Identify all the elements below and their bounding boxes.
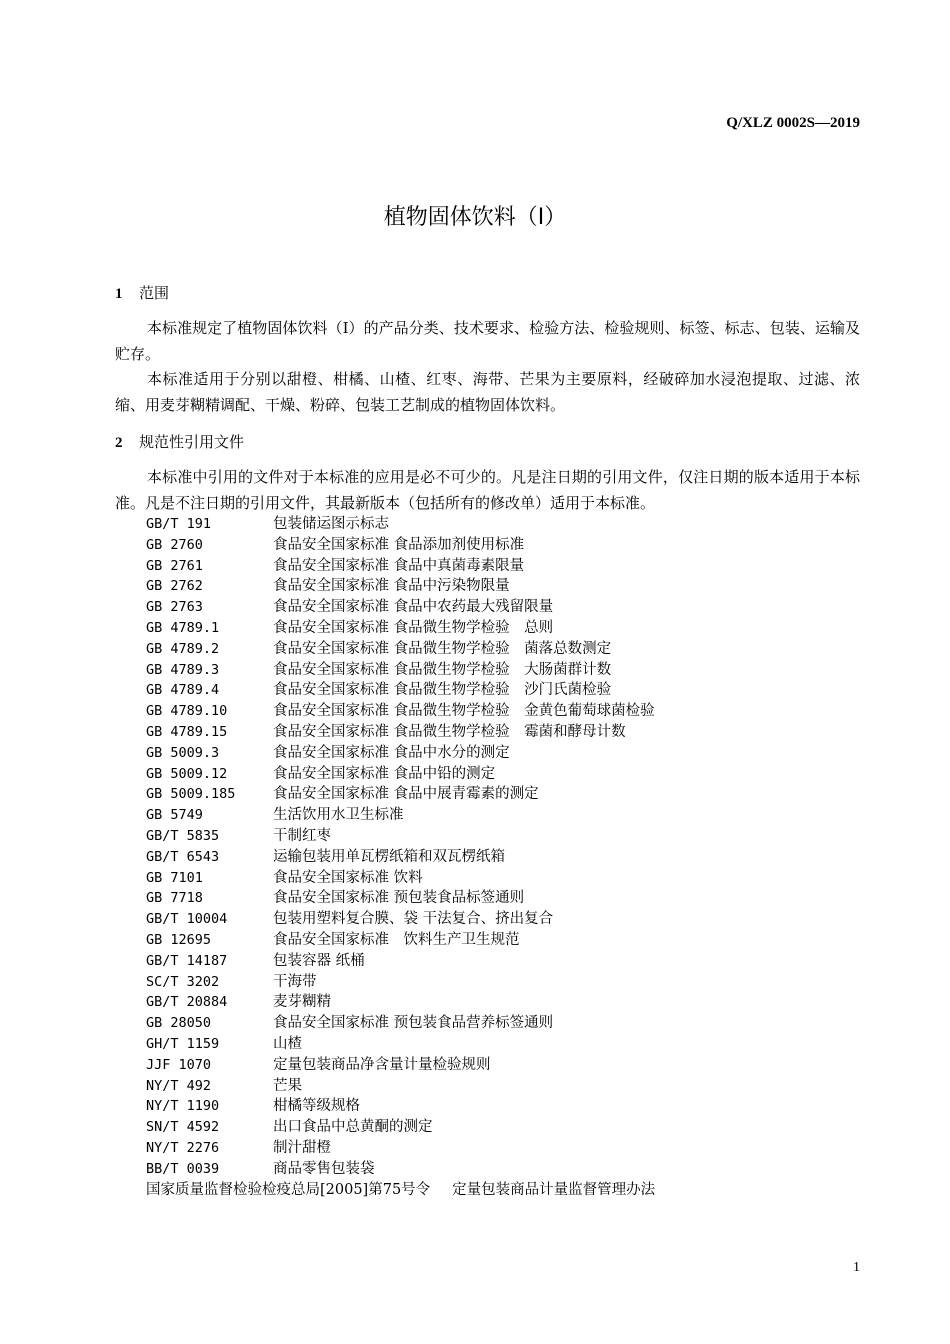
reference-code: GB 28050 [146,1015,212,1032]
standard-code: Q/XLZ 0002S—2019 [726,115,860,131]
reference-code: GB/T 5835 [146,827,220,844]
reference-title: 食品安全国家标准 食品微生物学检验 菌落总数测定 [273,640,612,657]
reference-code: GB 7718 [146,890,203,907]
reference-title: 干海带 [273,973,317,990]
reference-code: GB/T 6543 [146,848,220,865]
reference-code: GB 5009.185 [146,786,236,803]
reference-row [146,597,655,618]
reference-code: SN/T 4592 [146,1119,220,1136]
reference-row [146,992,655,1013]
reference-row [146,701,655,722]
reference-row [146,556,655,577]
reference-row [146,743,655,764]
reference-row [146,868,655,889]
reference-title: 食品安全国家标准 食品中农药最大残留限量 [273,599,554,616]
reference-code: GB 4789.2 [146,640,220,657]
reference-code: GB/T 10004 [146,911,228,928]
reference-code: GB/T 14187 [146,952,228,969]
reference-row [146,1013,655,1034]
reference-list [146,514,655,1180]
reference-title: 运输包装用单瓦楞纸箱和双瓦楞纸箱 [273,848,505,865]
reference-row [146,784,655,805]
reference-title: 包装用塑料复合膜、袋 干法复合、挤出复合 [273,911,554,928]
reference-code: GB 5009.3 [146,744,220,761]
reference-title: 食品安全国家标准 食品微生物学检验 沙门氏菌检验 [273,682,612,699]
section-1-number: 1 [115,286,123,302]
reference-row [146,951,655,972]
reference-title: 干制红枣 [273,827,331,844]
reference-title: 食品安全国家标准 食品微生物学检验 霉菌和酵母计数 [273,723,626,740]
reference-code: GB 4789.4 [146,682,220,699]
page-number: 1 [853,1260,860,1275]
reference-title: 定量包装商品计量监督管理办法 [452,1182,656,1198]
reference-code: GB 4789.15 [146,723,228,740]
reference-code: GB 7101 [146,869,203,886]
reference-row [146,930,655,951]
reference-title: 山楂 [273,1035,302,1052]
reference-row [146,888,655,909]
reference-row [146,1159,655,1180]
section-1-paragraph-1: 本标准规定了植物固体饮料（Ⅰ）的产品分类、技术要求、检验方法、检验规则、标签、标志、包装、运输及贮存。 [115,319,860,363]
reference-code: BB/T 0039 [146,1160,220,1177]
reference-code: GB 2761 [146,557,203,574]
reference-code: GB 2762 [146,578,203,595]
reference-code: GB 4789.1 [146,619,220,636]
reference-row [146,1096,655,1117]
reference-row [146,514,655,535]
section-2-title: 规范性引用文件 [139,433,245,451]
reference-title: 食品安全国家标准 预包装食品标签通则 [273,890,525,907]
section-1-heading [115,282,169,303]
reference-row-decree [146,1178,655,1199]
reference-code: GB 2763 [146,599,203,616]
reference-title: 食品安全国家标准 食品微生物学检验 大肠菌群计数 [273,661,612,678]
reference-code: GB 5009.12 [146,765,228,782]
reference-title: 包装储运图示标志 [273,516,389,532]
reference-title: 食品安全国家标准 食品微生物学检验 金黄色葡萄球菌检验 [273,703,655,720]
reference-row [146,847,655,868]
reference-title: 芒果 [273,1077,302,1094]
reference-title: 食品安全国家标准 食品中真菌毒素限量 [273,557,525,574]
reference-row [146,576,655,597]
reference-title: 食品安全国家标准 食品微生物学检验 总则 [273,619,554,636]
section-1-title: 范围 [139,284,170,302]
reference-title: 定量包装商品净含量计量检验规则 [273,1056,491,1073]
section-2-heading [115,431,244,452]
reference-title: 食品安全国家标准 食品中水分的测定 [273,744,510,761]
reference-title: 包装容器 纸桶 [273,952,365,969]
section-2-number: 2 [115,435,123,451]
reference-row [146,1117,655,1138]
reference-row [146,1034,655,1055]
reference-row [146,680,655,701]
reference-title: 食品安全国家标准 食品添加剂使用标准 [273,536,525,553]
reference-row [146,909,655,930]
section-2-intro: 本标准中引用的文件对于本标准的应用是必不可少的。凡是注日期的引用文件，仅注日期的版本适用于本标准。凡是不注日期的引用文件，其最新版本（包括所有的修改单）适用于本标准。 [115,468,860,512]
reference-row [146,639,655,660]
reference-row [146,722,655,743]
reference-row [146,1055,655,1076]
reference-code: SC/T 3202 [146,973,220,990]
reference-title: 食品安全国家标准 食品中铅的测定 [273,765,496,782]
reference-code: GB 12695 [146,931,212,948]
reference-code: NY/T 2276 [146,1139,220,1156]
reference-code: GB 4789.3 [146,661,220,678]
reference-code: GB/T 191 [146,516,212,532]
reference-code: GB 5749 [146,807,203,824]
section-1-paragraph-2: 本标准适用于分别以甜橙、柑橘、山楂、红枣、海带、芒果为主要原料，经破碎加水浸泡提取、过滤、浓缩、用麦芽糊精调配、干燥、粉碎、包装工艺制成的植物固体饮料。 [115,370,860,414]
reference-code: NY/T 1190 [146,1098,220,1115]
reference-code: NY/T 492 [146,1077,212,1094]
reference-title: 商品零售包装袋 [273,1160,375,1177]
reference-code: JJF 1070 [146,1056,212,1073]
reference-row [146,805,655,826]
reference-title: 食品安全国家标准 饮料 [273,869,423,886]
reference-title: 生活饮用水卫生标准 [273,807,404,824]
reference-row [146,764,655,785]
reference-title: 食品安全国家标准 饮料生产卫生规范 [273,931,520,948]
reference-code: GB 4789.10 [146,703,228,720]
reference-row [146,826,655,847]
reference-row [146,660,655,681]
reference-code: GB/T 20884 [146,994,228,1011]
reference-row [146,1138,655,1159]
document-title: 植物固体饮料（Ⅰ） [383,205,567,230]
reference-title: 麦芽糊精 [273,994,331,1011]
reference-row [146,972,655,993]
reference-code: GB 2760 [146,536,203,553]
reference-title: 食品安全国家标准 食品中污染物限量 [273,578,510,595]
reference-title: 制汁甜橙 [273,1139,331,1156]
reference-code: 国家质量监督检验检疫总局[2005]第75号令 [146,1182,431,1198]
reference-code: GH/T 1159 [146,1035,220,1052]
reference-row [146,1076,655,1097]
reference-row [146,535,655,556]
reference-title: 出口食品中总黄酮的测定 [273,1119,433,1136]
reference-row [146,618,655,639]
reference-title: 柑橘等级规格 [273,1098,360,1115]
reference-title: 食品安全国家标准 预包装食品营养标签通则 [273,1015,554,1032]
reference-title: 食品安全国家标准 食品中展青霉素的测定 [273,786,539,803]
